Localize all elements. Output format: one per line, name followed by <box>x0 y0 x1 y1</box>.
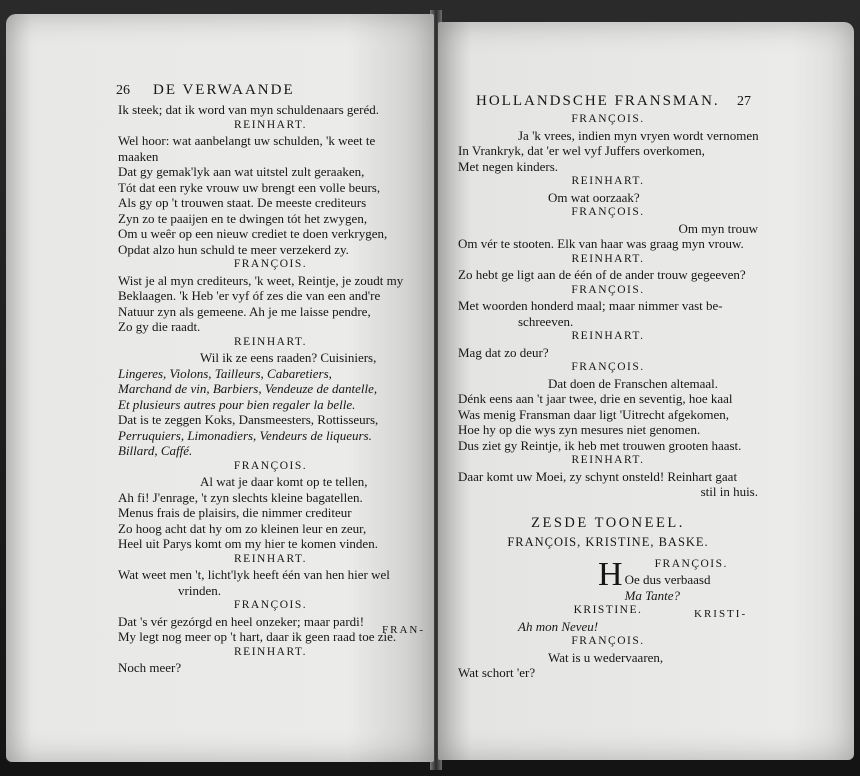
verse-line: schreeven. <box>518 313 574 329</box>
left-head-title: DE VERWAANDE <box>153 82 295 98</box>
right-folio: 27 <box>736 94 751 109</box>
speaker-name: REINHART. <box>234 118 307 131</box>
verse-line: Was menig Fransman daar ligt 'Uitrecht afgekomen, <box>458 406 729 422</box>
verse-line: stil in huis. <box>700 484 758 499</box>
verse-line: Dat 's vér gezórgd en heel onzeker; maar pardi! <box>118 613 365 629</box>
verse-line: Opdat alzo hun schuld te meer verzekerd zy. <box>118 241 349 257</box>
verse-line: Ma Tante? <box>624 587 681 603</box>
verse-line: Dat is te zeggen Koks, Dansmeesters, Rottisseurs, <box>118 412 379 427</box>
verse-line: Om u weêr op een nieuw crediet te doen verkrygen, <box>118 226 388 241</box>
verse-line: Beklaagen. 'k Heb 'er vyf óf zes die van een and're <box>118 288 381 303</box>
verse-line: Wel hoor: wat aanbelangt uw schulden, 'k weet te <box>118 133 376 148</box>
verse-line: Met woorden honderd maal; maar nimmer vast be- <box>458 298 723 313</box>
verse-line: Zo hoog acht dat hy om zo kleinen leur en zeur, <box>118 520 367 536</box>
speaker-name: REINHART. <box>571 330 645 342</box>
left-folio: 26 <box>116 83 130 98</box>
speaker-name: KRISTINE. <box>573 604 643 616</box>
verse-line: Mag dat zo deur? <box>458 344 549 360</box>
verse-line: Tót dat een ryke vrouw uw brengt een volle beurs, <box>118 179 381 195</box>
speaker-name: REINHART. <box>234 552 307 565</box>
right-catchword: KRISTI- <box>694 608 748 620</box>
speaker-name: REINHART. <box>571 252 645 265</box>
verse-line: Ah mon Neveu! <box>518 618 599 634</box>
speaker-name: REINHART. <box>234 335 307 348</box>
verse-line: Dat doen de Franschen altemaal. <box>548 375 719 391</box>
verse-line: Lingeres, Violons, Tailleurs, Cabaretiers, <box>118 365 332 381</box>
speaker-name: FRANÇOIS. <box>654 557 728 570</box>
speaker-name: FRANÇOIS. <box>233 459 308 472</box>
speaker-name: REINHART. <box>234 645 307 658</box>
scene-cast: FRANÇOIS, KRISTINE, BASKE. <box>507 535 709 549</box>
verse-line: Marchand de vin, Barbiers, Vendeuze de dantelle, <box>118 381 378 396</box>
verse-line: Zo gy die raadt. <box>118 319 201 334</box>
verse-line: vrinden. <box>178 582 221 598</box>
speaker-name: REINHART. <box>571 454 645 466</box>
speaker-name: FRANÇOIS. <box>571 283 645 296</box>
verse-line: Menus frais de plaisirs, die nimmer crediteur <box>118 505 352 520</box>
verse-line: Wat schort 'er? <box>458 665 536 680</box>
left-catchword: FRAN- <box>382 624 426 636</box>
verse-line: My legt nog meer op 't hart, daar ik geen raad toe zie. <box>118 629 397 644</box>
right-dialogue <box>458 112 758 500</box>
speaker-name: FRANÇOIS. <box>233 599 308 611</box>
verse-line: Zo hebt ge ligt aan de één of de ander trouw gegeeven? <box>458 267 746 282</box>
verse-line: Wist je al myn crediteurs, 'k weet, Reintje, je zoudt my <box>118 272 404 288</box>
right-page-text <box>458 112 758 681</box>
verse-line: Ja 'k vrees, indien myn vryen wordt vernomen <box>518 127 759 143</box>
drop-capital: H <box>598 555 623 593</box>
verse-line: Al wat je daar komt op te tellen, <box>200 474 368 489</box>
speaker-name: FRANÇOIS. <box>571 113 645 125</box>
verse-line: Natuur zyn als gemeene. Ah je me laisse pendre, <box>118 303 371 319</box>
verse-line: Billard, Caffé. <box>118 443 193 458</box>
speaker-name: FRANÇOIS. <box>571 361 645 373</box>
verse-line: Noch meer? <box>118 660 182 675</box>
verse-line: In Vrankryk, dat 'er wel vyf Juffers overkomen, <box>458 143 705 158</box>
verse-line: Dus ziet gy Reintje, ik heb met trouwen grooten haast. <box>458 437 742 453</box>
verse-line: Dénk eens aan 't jaar twee, drie en seventig, hoe kaal <box>458 391 733 406</box>
verse-line: Oe dus verbaasd <box>624 572 711 587</box>
verse-line: Als gy op 't trouwen staat. De meeste crediteurs <box>118 195 367 210</box>
verse-line: maaken <box>118 148 159 164</box>
speaker-name: FRANÇOIS. <box>571 206 645 218</box>
verse-line: Om wat oorzaak? <box>548 189 640 205</box>
verse-line: Heel uit Parys komt om my hier te komen vinden. <box>118 536 378 551</box>
speaker-name: REINHART. <box>571 175 645 187</box>
left-page-text <box>118 102 426 676</box>
verse-line: Ah fi! J'enrage, 't zyn slechts kleine bagatellen. <box>118 489 363 505</box>
left-running-head <box>116 82 295 99</box>
right-page <box>438 22 854 760</box>
speaker-name: FRANÇOIS. <box>233 258 308 270</box>
verse-line: Zyn zo te paaijen en te dwingen tót het zwygen, <box>118 210 368 226</box>
verse-line: Wil ik ze eens raaden? Cuisiniers, <box>200 350 377 365</box>
scene-title: ZESDE TOONEEL. <box>531 514 685 531</box>
speaker-name: FRANÇOIS. <box>571 635 645 647</box>
verse-line: Et plusieurs autres pour bien regaler la belle. <box>118 396 356 412</box>
verse-line: Ik steek; dat ik word van myn schuldenaars geréd. <box>118 102 380 117</box>
left-page <box>6 14 434 762</box>
verse-line: Perruquiers, Limonadiers, Vendeurs de liqueurs. <box>118 427 372 443</box>
verse-line: Wat is u wedervaaren, <box>548 649 664 665</box>
verse-line: Om myn trouw <box>678 220 758 236</box>
verse-line: Wat weet men 't, licht'lyk heeft één van hen hier wel <box>118 567 390 582</box>
verse-line: Daar komt uw Moei, zy schynt onsteld! Reinhart gaat <box>458 468 738 484</box>
right-head-title: HOLLANDSCHE FRANSMAN. <box>476 93 720 109</box>
right-running-head <box>476 93 751 110</box>
verse-line: Met negen kinders. <box>458 158 559 174</box>
verse-line: Om vér te stooten. Elk van haar was graag myn vrouw. <box>458 236 744 251</box>
verse-line: Hoe hy op die wys zyn mesures niet genomen. <box>458 422 701 437</box>
verse-line: Dat gy gemak'lyk aan wat uitstel zult geraaken, <box>118 164 365 179</box>
